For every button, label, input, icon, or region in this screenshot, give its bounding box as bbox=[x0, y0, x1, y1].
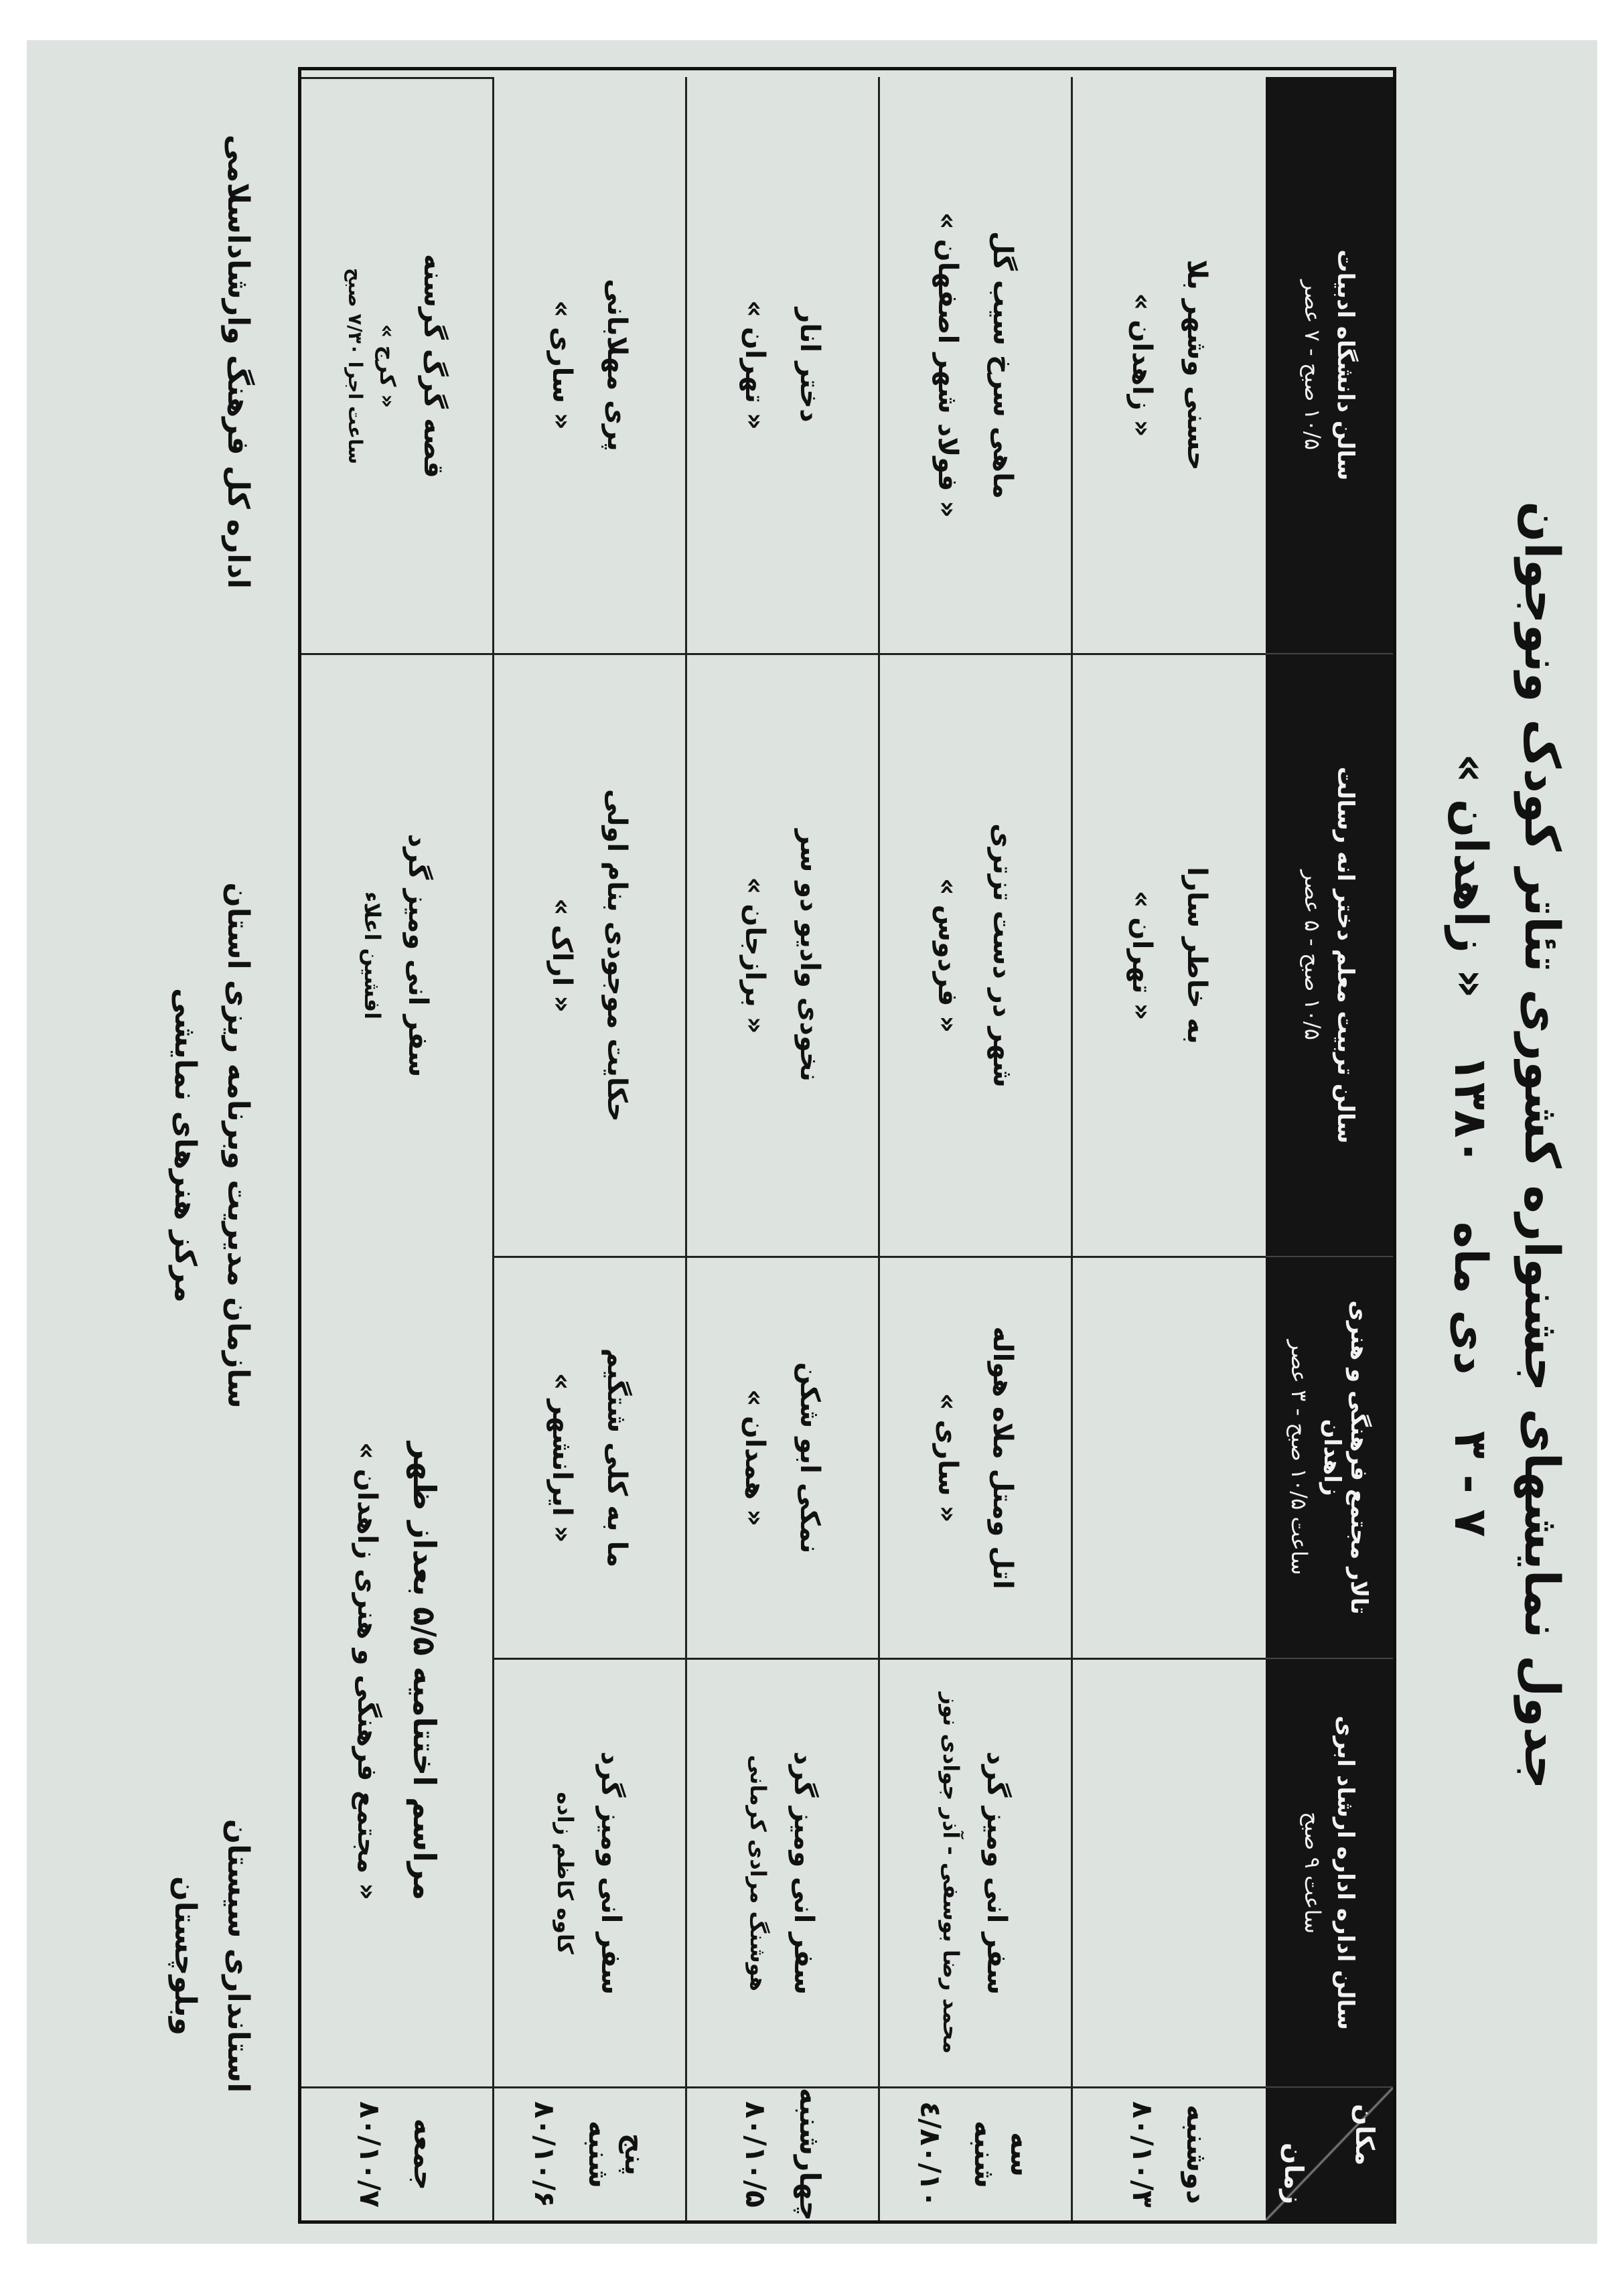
venue-header-2 bbox=[1266, 1256, 1393, 1658]
show-title: شهر در دست تزتری bbox=[987, 823, 1019, 1088]
cell-monday-venue-3 bbox=[1073, 653, 1266, 1256]
show-title: قصه گرگ گرسنه bbox=[418, 254, 449, 478]
day-name: چهارشنبه bbox=[794, 2087, 827, 2221]
footer-center bbox=[159, 710, 265, 1581]
subtitle-year: ۱۳۸۰ bbox=[1444, 1054, 1497, 1166]
footer-culture-office: اداره کل فرهنگ وارشاداسلامی bbox=[221, 134, 255, 589]
cell-wednesday-venue-2 bbox=[687, 1256, 880, 1658]
day-name: دوشنبه bbox=[1180, 2104, 1213, 2204]
day-date: ۸۰/۱۰/۶ bbox=[528, 2101, 562, 2208]
show-city: « ساری » bbox=[546, 300, 578, 430]
cell-monday-venue-2 bbox=[1073, 1256, 1266, 1658]
corner-header bbox=[1266, 2086, 1393, 2220]
show-city: « تهران » bbox=[1126, 890, 1157, 1021]
show-city: « زاهدان » bbox=[1126, 293, 1157, 437]
show-note: افشین اعلاء bbox=[360, 891, 386, 1019]
cell-tuesday-venue-4 bbox=[880, 77, 1073, 653]
venue-header-3 bbox=[1266, 653, 1393, 1256]
show-note: کاوه کاظم زاده bbox=[552, 1792, 579, 1954]
subtitle-month: دی ماه bbox=[1444, 1221, 1497, 1375]
cell-tuesday-venue-2 bbox=[880, 1256, 1073, 1658]
closing-ceremony-text: مراسم اختتامیه ۵/۵ بعداز ظهر bbox=[407, 1441, 443, 1901]
day-name: جمعه bbox=[408, 2118, 441, 2191]
show-city: « تهران » bbox=[739, 300, 771, 430]
show-city: « فولاد شهر اصفهان » bbox=[932, 212, 964, 518]
show-city: « ایرانشهر » bbox=[546, 1372, 578, 1543]
show-city: « همدان » bbox=[739, 1388, 771, 1527]
cell-tuesday-venue-3 bbox=[880, 653, 1073, 1256]
venue-time: ۱۰/۵ صبح - ۵ عصر bbox=[1300, 870, 1325, 1040]
scanned-sheet bbox=[27, 40, 1597, 2244]
cell-friday-venue-1 bbox=[301, 653, 494, 1256]
cell-thursday-venue-2 bbox=[494, 1256, 687, 1658]
show-city: « ساری » bbox=[932, 1393, 964, 1523]
show-title: اتل ومتل ملاه هواله bbox=[987, 1326, 1019, 1589]
day-date: ۸۰/۱۰/۵ bbox=[739, 2101, 773, 2208]
cell-wednesday-venue-3 bbox=[687, 653, 880, 1256]
document-subtitle bbox=[1444, 241, 1497, 2050]
venue-time: ساعت ۱۰/۵ صبح - ۳ عصر bbox=[1286, 1340, 1312, 1575]
venue-header-4 bbox=[1266, 77, 1393, 653]
show-city: « کرج » bbox=[375, 324, 401, 409]
show-title: دختر انار bbox=[794, 307, 826, 423]
show-city: « اراک » bbox=[546, 898, 578, 1013]
show-city: « برازجان » bbox=[739, 877, 771, 1034]
footer-governorate: استانداری سیستان وبلوچستان bbox=[167, 1818, 255, 2093]
day-cell-monday bbox=[1073, 2086, 1266, 2220]
show-title: سفر انی ومیز گرد bbox=[788, 1751, 820, 1995]
show-title: حسنی وشهر بلا bbox=[1181, 259, 1212, 471]
day-name: پنج شنبه bbox=[582, 2120, 652, 2189]
show-title: نمکی ابو شکن bbox=[794, 1362, 826, 1554]
footer-center-line-2: مرکز هنرهای نمایشی bbox=[167, 988, 202, 1303]
show-title: سفر انی ومیز گرد bbox=[595, 1751, 627, 1995]
show-title: حکایت موجودی بنام اولی bbox=[601, 789, 633, 1122]
venue-time: ساعت ۹ صبح bbox=[1300, 1811, 1325, 1934]
day-cell-wednesday bbox=[687, 2086, 880, 2220]
day-date: ۸۰/۱۰/۷ bbox=[354, 2101, 387, 2208]
footer-center-line-1: سازمان مدیریت وبرنامه ریزی استان bbox=[221, 882, 255, 1409]
day-date: ۸۰/۱۰/٤ bbox=[914, 2101, 948, 2208]
show-title: پری مهلابانی bbox=[601, 279, 633, 451]
cell-thursday-venue-4 bbox=[494, 77, 687, 653]
cell-friday-venue-2 bbox=[301, 77, 494, 653]
show-note: هوشنگ مرادی کرمانی bbox=[745, 1755, 771, 1991]
day-cell-friday bbox=[301, 2086, 494, 2220]
cell-thursday-venue-3 bbox=[494, 653, 687, 1256]
rotated-document bbox=[27, 40, 1597, 2244]
subtitle-dates: ۷ - ۳ bbox=[1444, 1431, 1497, 1537]
show-note: محمد رضا بوسفی - آذر جوادی نوز bbox=[938, 1692, 964, 2054]
show-city: « فردوس » bbox=[932, 877, 964, 1033]
cell-monday-venue-1 bbox=[1073, 1658, 1266, 2086]
venue-header-1 bbox=[1266, 1658, 1393, 2086]
day-cell-thursday bbox=[494, 2086, 687, 2220]
show-note: ساعت اجرا ۷/۳۰ صبح bbox=[344, 267, 366, 465]
cell-thursday-venue-1 bbox=[494, 1658, 687, 2086]
cell-wednesday-venue-4 bbox=[687, 77, 880, 653]
corner-time-label: زمان bbox=[1279, 2142, 1309, 2204]
schedule-table bbox=[298, 67, 1396, 2224]
document-title: جدول نمایشهای جشنواره کشوری تئاتر کودک ونوجوان bbox=[1514, 501, 1570, 1790]
show-title: به خاطر سارا bbox=[1181, 867, 1212, 1044]
cell-monday-venue-4 bbox=[1073, 77, 1266, 653]
show-title: سفر انی ومیز گرد bbox=[402, 833, 434, 1078]
day-date: ۸۰/۱۰/۳ bbox=[1126, 2101, 1159, 2208]
venue-name: سالن دانشگاه ادبیات bbox=[1332, 249, 1359, 481]
venue-name: سالن اداره اداره ارشاد ابری bbox=[1332, 1715, 1359, 2030]
day-name: سه شنبه bbox=[968, 2120, 1038, 2189]
cell-tuesday-venue-1 bbox=[880, 1658, 1073, 2086]
venue-time: ۱۰/۵ صبح - ۷ عصر bbox=[1300, 280, 1325, 450]
show-title: ماهی سرخ سیب گل bbox=[987, 231, 1019, 499]
closing-ceremony-venue: « مجتمع فرهنگی و هنری زاهدان » bbox=[351, 1441, 382, 1901]
venue-name: سالن تربیت معلم دختر انه رسالت bbox=[1332, 766, 1359, 1144]
corner-place-label: مکان bbox=[1350, 2104, 1380, 2166]
day-cell-tuesday bbox=[880, 2086, 1073, 2220]
show-title: نخودی وادیو دو سر bbox=[794, 829, 826, 1082]
venue-name: تالار مجتمع فرهنگی و هنری زاهدان bbox=[1319, 1300, 1372, 1615]
subtitle-city: « زاهدان » bbox=[1444, 754, 1497, 999]
cell-wednesday-venue-1 bbox=[687, 1658, 880, 2086]
closing-ceremony-cell bbox=[301, 1256, 494, 2086]
show-title: ما به کلی شتگیم bbox=[601, 1348, 633, 1568]
show-title: سفر انی ومیز گرد bbox=[981, 1751, 1013, 1995]
